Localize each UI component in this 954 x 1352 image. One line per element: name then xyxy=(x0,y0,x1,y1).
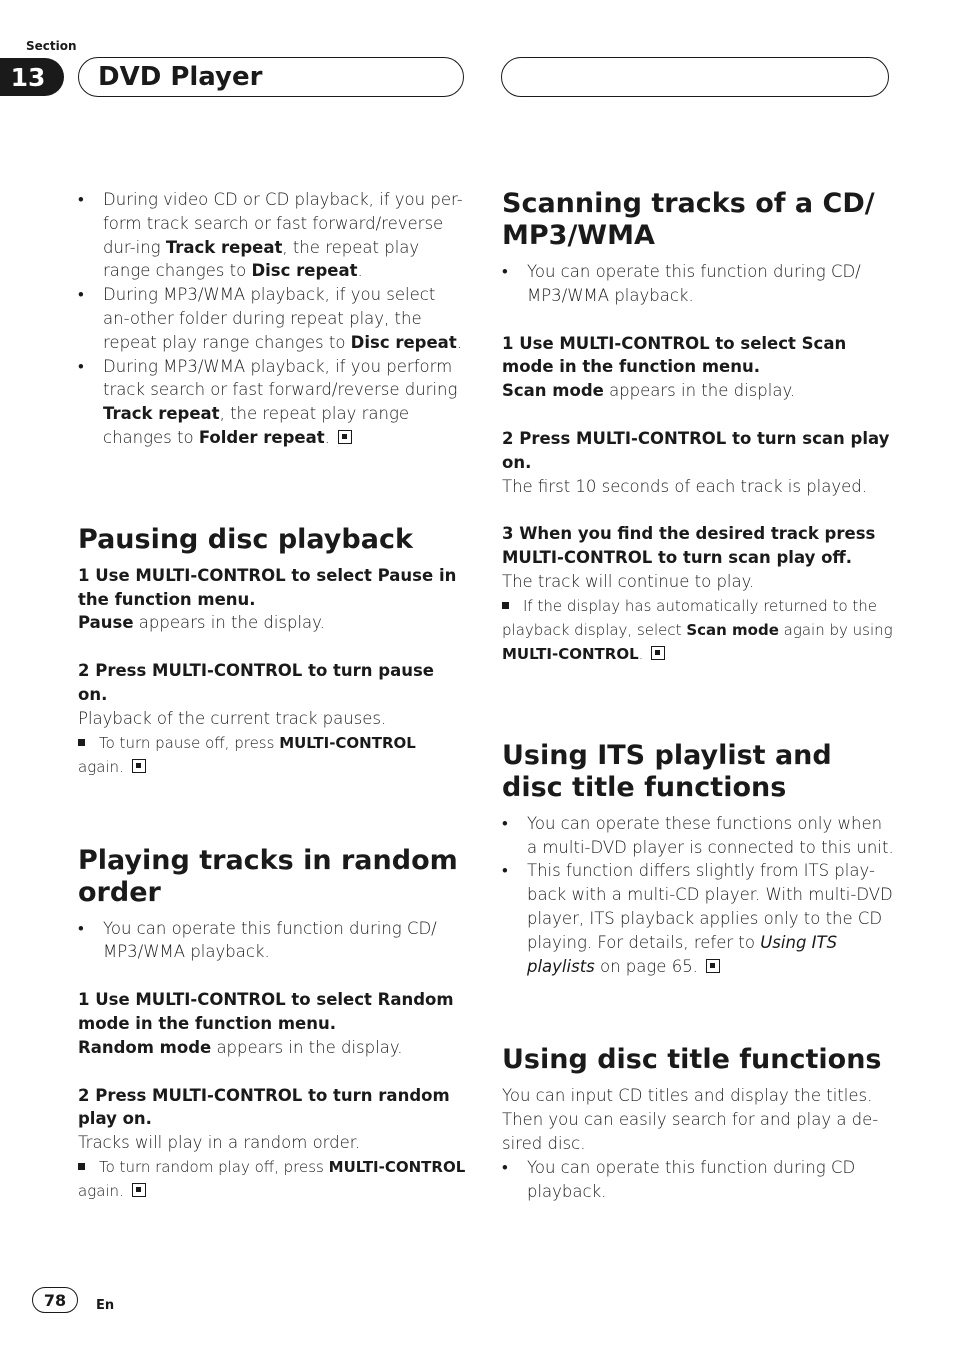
random-step-2-body: Tracks will play in a random order. xyxy=(78,1133,361,1153)
page-language: En xyxy=(96,1298,115,1313)
scan-step-2: 2 Press MULTI-CONTROL to turn scan play on. xyxy=(502,428,890,472)
disc-title-body: You can input CD titles and display the titles. Then you can easily search for and play a de-sired disc. xyxy=(502,1086,879,1153)
its-bullet-1: • You can operate these functions only when a multi-DVD player is connected to this unit. xyxy=(502,812,894,860)
scan-step-1: 1 Use MULTI-CONTROL to select Scan mode in the function menu. xyxy=(502,333,847,377)
section-number-badge: 13 xyxy=(0,58,64,96)
page-number: 78 xyxy=(32,1287,78,1313)
end-mark-icon xyxy=(338,430,352,444)
end-mark-icon xyxy=(651,646,665,660)
random-step-2: 2 Press MULTI-CONTROL to turn random play on. xyxy=(78,1085,450,1129)
scan-step-1-body: Scan mode appears in the display. xyxy=(502,381,796,401)
left-column xyxy=(78,188,466,1203)
heading-disc-title: Using disc title functions xyxy=(502,1044,882,1076)
repeat-note-3: • During MP3/WMA playback, if you perform track search or fast forward/reverse during Track repeat, the repeat play range changes to Folder repeat. xyxy=(78,355,466,450)
heading-random: Playing tracks in random order xyxy=(78,844,458,908)
pause-step-2: 2 Press MULTI-CONTROL to turn pause on. xyxy=(78,661,434,704)
repeat-note-1: • During video CD or CD playback, if you per-form track search or fast forward/reverse dur-ing Track repeat, the repeat play range changes to Disc repeat. xyxy=(78,188,466,283)
heading-its: Using ITS playlist and disc title functions xyxy=(502,739,832,803)
pause-step-1-body: Pause appears in the display. xyxy=(78,613,325,633)
pause-step-1: 1 Use MULTI-CONTROL to select Pause in the function menu. xyxy=(78,565,457,609)
end-mark-icon xyxy=(132,1183,146,1197)
pause-note: To turn pause off, press MULTI-CONTROL again. xyxy=(78,733,416,776)
scan-step-2-body: The first 10 seconds of each track is played. xyxy=(502,476,867,496)
random-bullet: • You can operate this function during CD/ MP3/WMA playback. xyxy=(78,917,466,965)
note-square-icon xyxy=(502,602,509,609)
its-bullet-2: • This function differs slightly from ITS play-back with a multi-CD player. With multi-DVD player, ITS playback applies only to the CD playing. For details, refer to Using ITS playlists on page 65. xyxy=(502,859,894,978)
section-label: Section xyxy=(26,39,77,53)
right-column xyxy=(502,188,894,1203)
repeat-note-2: • During MP3/WMA playback, if you select an-other folder during repeat play, the repeat play range changes to Disc repeat. xyxy=(78,283,466,354)
end-mark-icon xyxy=(706,959,720,973)
random-step-1-body: Random mode appears in the display. xyxy=(78,1037,403,1057)
disc-title-bullet: • You can operate this function during CD playback. xyxy=(502,1156,894,1204)
note-square-icon xyxy=(78,739,85,746)
end-mark-icon xyxy=(132,759,146,773)
heading-scanning: Scanning tracks of a CD/ MP3/WMA xyxy=(502,188,875,251)
scan-bullet: • You can operate this function during CD/ MP3/WMA playback. xyxy=(502,260,894,308)
pause-step-2-body: Playback of the current track pauses. xyxy=(78,708,387,728)
random-step-1: 1 Use MULTI-CONTROL to select Random mode in the function menu. xyxy=(78,990,454,1033)
scan-step-3-body: The track will continue to play. xyxy=(502,571,755,591)
scan-step-3: 3 When you find the desired track press MULTI-CONTROL to turn scan play off. xyxy=(502,524,876,568)
heading-pausing: Pausing disc playback xyxy=(78,523,413,555)
note-square-icon xyxy=(78,1163,85,1170)
header-empty-frame xyxy=(501,57,889,97)
scan-note: If the display has automatically returned to the playback display, select Scan mode again by using MULTI-CONTROL. xyxy=(502,596,893,663)
random-note: To turn random play off, press MULTI-CONTROL again. xyxy=(78,1157,466,1200)
page-title: DVD Player xyxy=(98,62,263,92)
